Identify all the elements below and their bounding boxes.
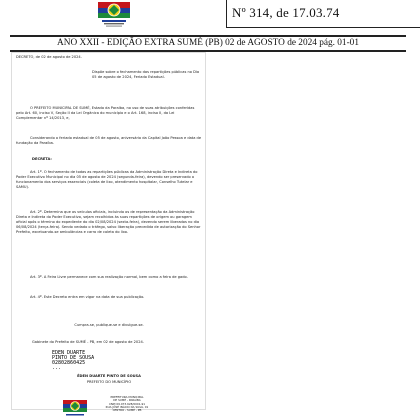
decree-preamble: O PREFEITO MUNICIPAL DE SUMÉ, Estado da Paraíba, no uso de suas atribuições conferidas pelo Art. 60, inciso V, Seção II da Lei Orgânica do município e o Art. 168, inciso II, da Lei Complementar nº 14/2013, e,: [16, 106, 195, 120]
decree-decreta: DECRETA:: [32, 157, 52, 161]
signature-printed-name: ÉDEN DUARTE PINTO DE SOUSA: [77, 374, 141, 378]
signature-mark: ...: [52, 365, 62, 371]
signature-block: [52, 351, 142, 371]
signature-name-2: PINTO DE SOUSA: [52, 355, 95, 361]
decree-cumpra: Cumpra-se, publique-se e divulgue-se.: [74, 323, 144, 327]
signature-code: 02802860425: [52, 360, 86, 366]
footer-line-1: PREFEITURA MUNICIPAL: [110, 395, 144, 399]
edition-line: ANO XXII - EDIÇÃO EXTRA SUMÉ (PB) 02 de AGOSTO de 2024 pág. 01-01: [57, 38, 359, 48]
footer-logo: [60, 394, 90, 420]
decree-document: [12, 53, 205, 409]
signature-role: PREFEITO DO MUNICÍPIO: [86, 380, 132, 384]
footer-line-4: RUA JOSÉ INÁCIO DA SILVA, 01: [105, 404, 149, 409]
footer-line-2: DE SUMÉ - PARAÍBA: [113, 398, 141, 403]
decree-art1: Art. 1º. O fechamento de todas as repartições públicas da Administração Direta e Indireta do Poder Executivo Municipal no dia 05 de agosto de 2024 (segunda-feira), devendo ser preservado o funcionamento dos serviços essenciais (coleta de lixo, atendimento hospitalar, Conselho Tutelar e SAMU).: [16, 170, 198, 189]
decree-art3: Art. 3º. A Feira Livre permanece com sua realização normal, bem como a feira de gado.: [30, 275, 188, 279]
signature-name-1: EDEN DUARTE: [52, 350, 86, 356]
header-rule-bottom: [10, 50, 406, 52]
footer-line-5: CENTRO - SUMÉ - PB: [112, 408, 142, 413]
footer-address: [96, 396, 158, 412]
decree-heading: DECRETO, de 02 de agosto de 2024.: [16, 55, 82, 59]
decree-considerando: Considerando o feriado estadual de 05 de agosto, aniversário da Capital João Pessoa e data de fundação da Paraíba.: [16, 136, 202, 145]
decree-summary: Dispõe sobre o fechamento das repartições públicas no Dia 05 de agosto de 2024, Feriado Estadual.: [92, 70, 200, 79]
decree-gabinete: Gabinete do Prefeito de SUMÉ - PB, em 02 de agosto de 2024.: [32, 340, 144, 344]
decree-art4: Art. 4º. Este Decreto entra em vigor na data de sua publicação.: [30, 295, 145, 299]
footer-line-3: CNPJ 09.073.628/0001-91: [108, 401, 146, 406]
decree-art2: Art. 2º. Determina que os veículos oficiais, incluindo os de representação da Administração Direta e Indireta do Poder Executivo, sejam recolhidos às suas repartições de origem ou garagem oficial após o término do expediente do dia 02/08/2024 (sexta-feira), devendo serem liberados no dia 06/08/2024 (terça-feira). Sendo vedado o tráfego, salvo liberação precedida de autorização do Senhor Prefeito, excetuando-se ambulâncias e carro de coleta do lixo.: [16, 210, 201, 234]
lei-number: Nº 314, de 17.03.74: [232, 5, 340, 20]
municipal-logo: [94, 0, 134, 28]
